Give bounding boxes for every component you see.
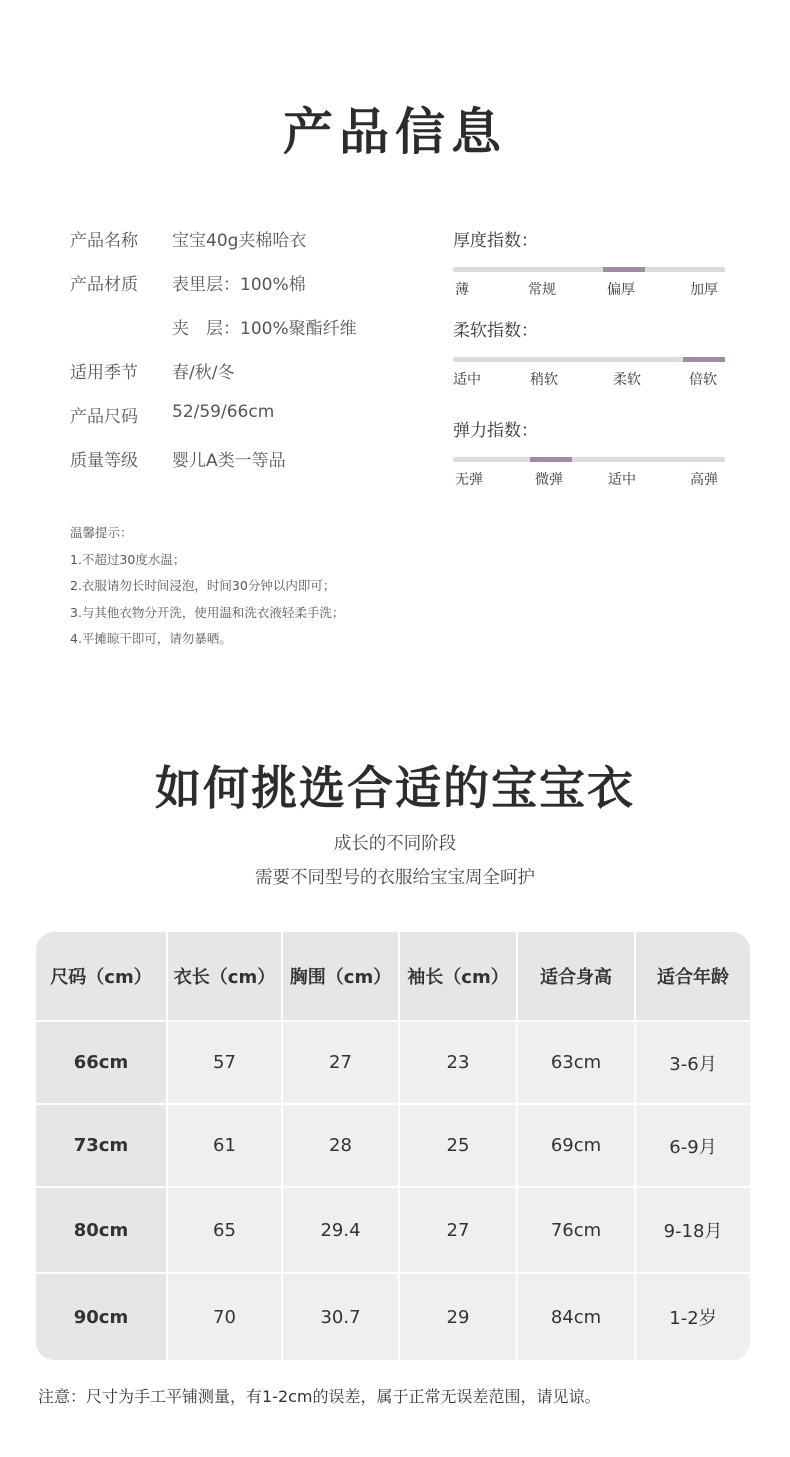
table-cell: 1-2岁 <box>636 1274 750 1360</box>
info-label: 产品名称 <box>70 231 138 251</box>
index-track <box>453 357 725 362</box>
table-row-header-cell: 66cm <box>36 1022 166 1103</box>
index-label: 常规 <box>528 282 556 298</box>
table-cell: 27 <box>400 1188 516 1272</box>
table-header-cell: 适合年龄 <box>636 932 750 1020</box>
info-value: 春/秋/冬 <box>172 363 235 383</box>
table-cell: 76cm <box>518 1188 634 1272</box>
table-cell: 84cm <box>518 1274 634 1360</box>
size-table <box>36 932 750 1360</box>
index-label: 稍软 <box>530 372 558 388</box>
info-row-size <box>70 402 430 446</box>
info-value: 表里层：100%棉 <box>172 275 306 295</box>
info-row-material <box>70 270 430 314</box>
info-row-season <box>70 358 430 402</box>
index-label: 适中 <box>608 472 636 488</box>
table-cell: 28 <box>283 1105 398 1186</box>
table-row-header-cell: 80cm <box>36 1188 166 1272</box>
table-row-header-cell: 73cm <box>36 1105 166 1186</box>
table-header-cell: 尺码（cm） <box>36 932 166 1020</box>
index-title: 柔软指数： <box>453 321 538 341</box>
index-title: 厚度指数： <box>453 231 538 251</box>
table-cell: 9-18月 <box>636 1188 750 1272</box>
tips-title: 温馨提示： <box>70 525 133 540</box>
info-value: 宝宝40g夹棉哈衣 <box>172 231 307 251</box>
tip-item: 3.与其他衣物分开洗，使用温和洗衣液轻柔手洗； <box>70 604 345 620</box>
table-cell: 29 <box>400 1274 516 1360</box>
table-cell: 6-9月 <box>636 1105 750 1186</box>
index-labels <box>453 279 725 299</box>
index-label: 倍软 <box>689 372 717 388</box>
index-title: 弹力指数： <box>453 421 538 441</box>
section-subtitle-2: 需要不同型号的衣服给宝宝周全呵护 <box>255 868 535 888</box>
table-header-cell: 袖长（cm） <box>400 932 516 1020</box>
tip-item: 4.平摊晾干即可，请勿暴晒。 <box>70 631 232 646</box>
info-label: 产品材质 <box>70 275 138 295</box>
section-title-product-info: 产品信息 <box>283 103 507 161</box>
table-cell: 69cm <box>518 1105 634 1186</box>
info-label: 质量等级 <box>70 451 138 471</box>
table-cell: 23 <box>400 1022 516 1103</box>
table-cell: 70 <box>168 1274 281 1360</box>
table-cell: 27 <box>283 1022 398 1103</box>
index-track <box>453 267 725 272</box>
info-label: 产品尺码 <box>70 407 138 427</box>
index-label: 无弹 <box>455 472 483 488</box>
index-labels <box>453 469 725 489</box>
table-cell: 65 <box>168 1188 281 1272</box>
info-label: 适用季节 <box>70 363 138 383</box>
index-level-marker <box>603 267 645 272</box>
table-header-cell: 衣长（cm） <box>168 932 281 1020</box>
info-row-name <box>70 226 430 270</box>
info-value: 52/59/66cm <box>172 402 275 422</box>
table-cell: 61 <box>168 1105 281 1186</box>
section-subtitle-1: 成长的不同阶段 <box>333 834 457 854</box>
measurement-note: 注意：尺寸为手工平铺测量，有1-2cm的误差，属于正常无误差范围，请见谅。 <box>38 1387 601 1406</box>
info-row-material-inner <box>70 314 430 358</box>
table-cell: 25 <box>400 1105 516 1186</box>
index-track <box>453 457 725 462</box>
tip-item: 1.不超过30度水温； <box>70 551 186 567</box>
index-label: 微弹 <box>535 472 563 488</box>
info-value: 夹 层：100%聚酯纤维 <box>172 319 357 339</box>
info-value: 婴儿A类一等品 <box>172 451 286 471</box>
index-level-marker <box>683 357 725 362</box>
product-info-list <box>70 226 430 490</box>
table-cell: 30.7 <box>283 1274 398 1360</box>
table-cell: 3-6月 <box>636 1022 750 1103</box>
softness-index <box>453 316 725 389</box>
table-cell: 63cm <box>518 1022 634 1103</box>
index-label: 柔软 <box>613 372 641 388</box>
care-tips <box>70 520 344 653</box>
thickness-index <box>453 226 725 299</box>
index-labels <box>453 369 725 389</box>
index-label: 高弹 <box>690 472 718 488</box>
index-level-marker <box>530 457 572 462</box>
index-label: 薄 <box>455 282 469 298</box>
info-row-grade <box>70 446 430 490</box>
index-label: 偏厚 <box>607 282 635 298</box>
table-cell: 57 <box>168 1022 281 1103</box>
index-label: 适中 <box>453 372 481 388</box>
tip-item: 2.衣服请勿长时间浸泡，时间30分钟以内即可； <box>70 578 336 593</box>
table-cell: 29.4 <box>283 1188 398 1272</box>
section-title-size-guide: 如何挑选合适的宝宝衣 <box>155 761 635 815</box>
index-label: 加厚 <box>690 282 718 298</box>
table-header-cell: 胸围（cm） <box>283 932 398 1020</box>
elasticity-index <box>453 416 725 489</box>
table-row-header-cell: 90cm <box>36 1274 166 1360</box>
table-header-cell: 适合身高 <box>518 932 634 1020</box>
